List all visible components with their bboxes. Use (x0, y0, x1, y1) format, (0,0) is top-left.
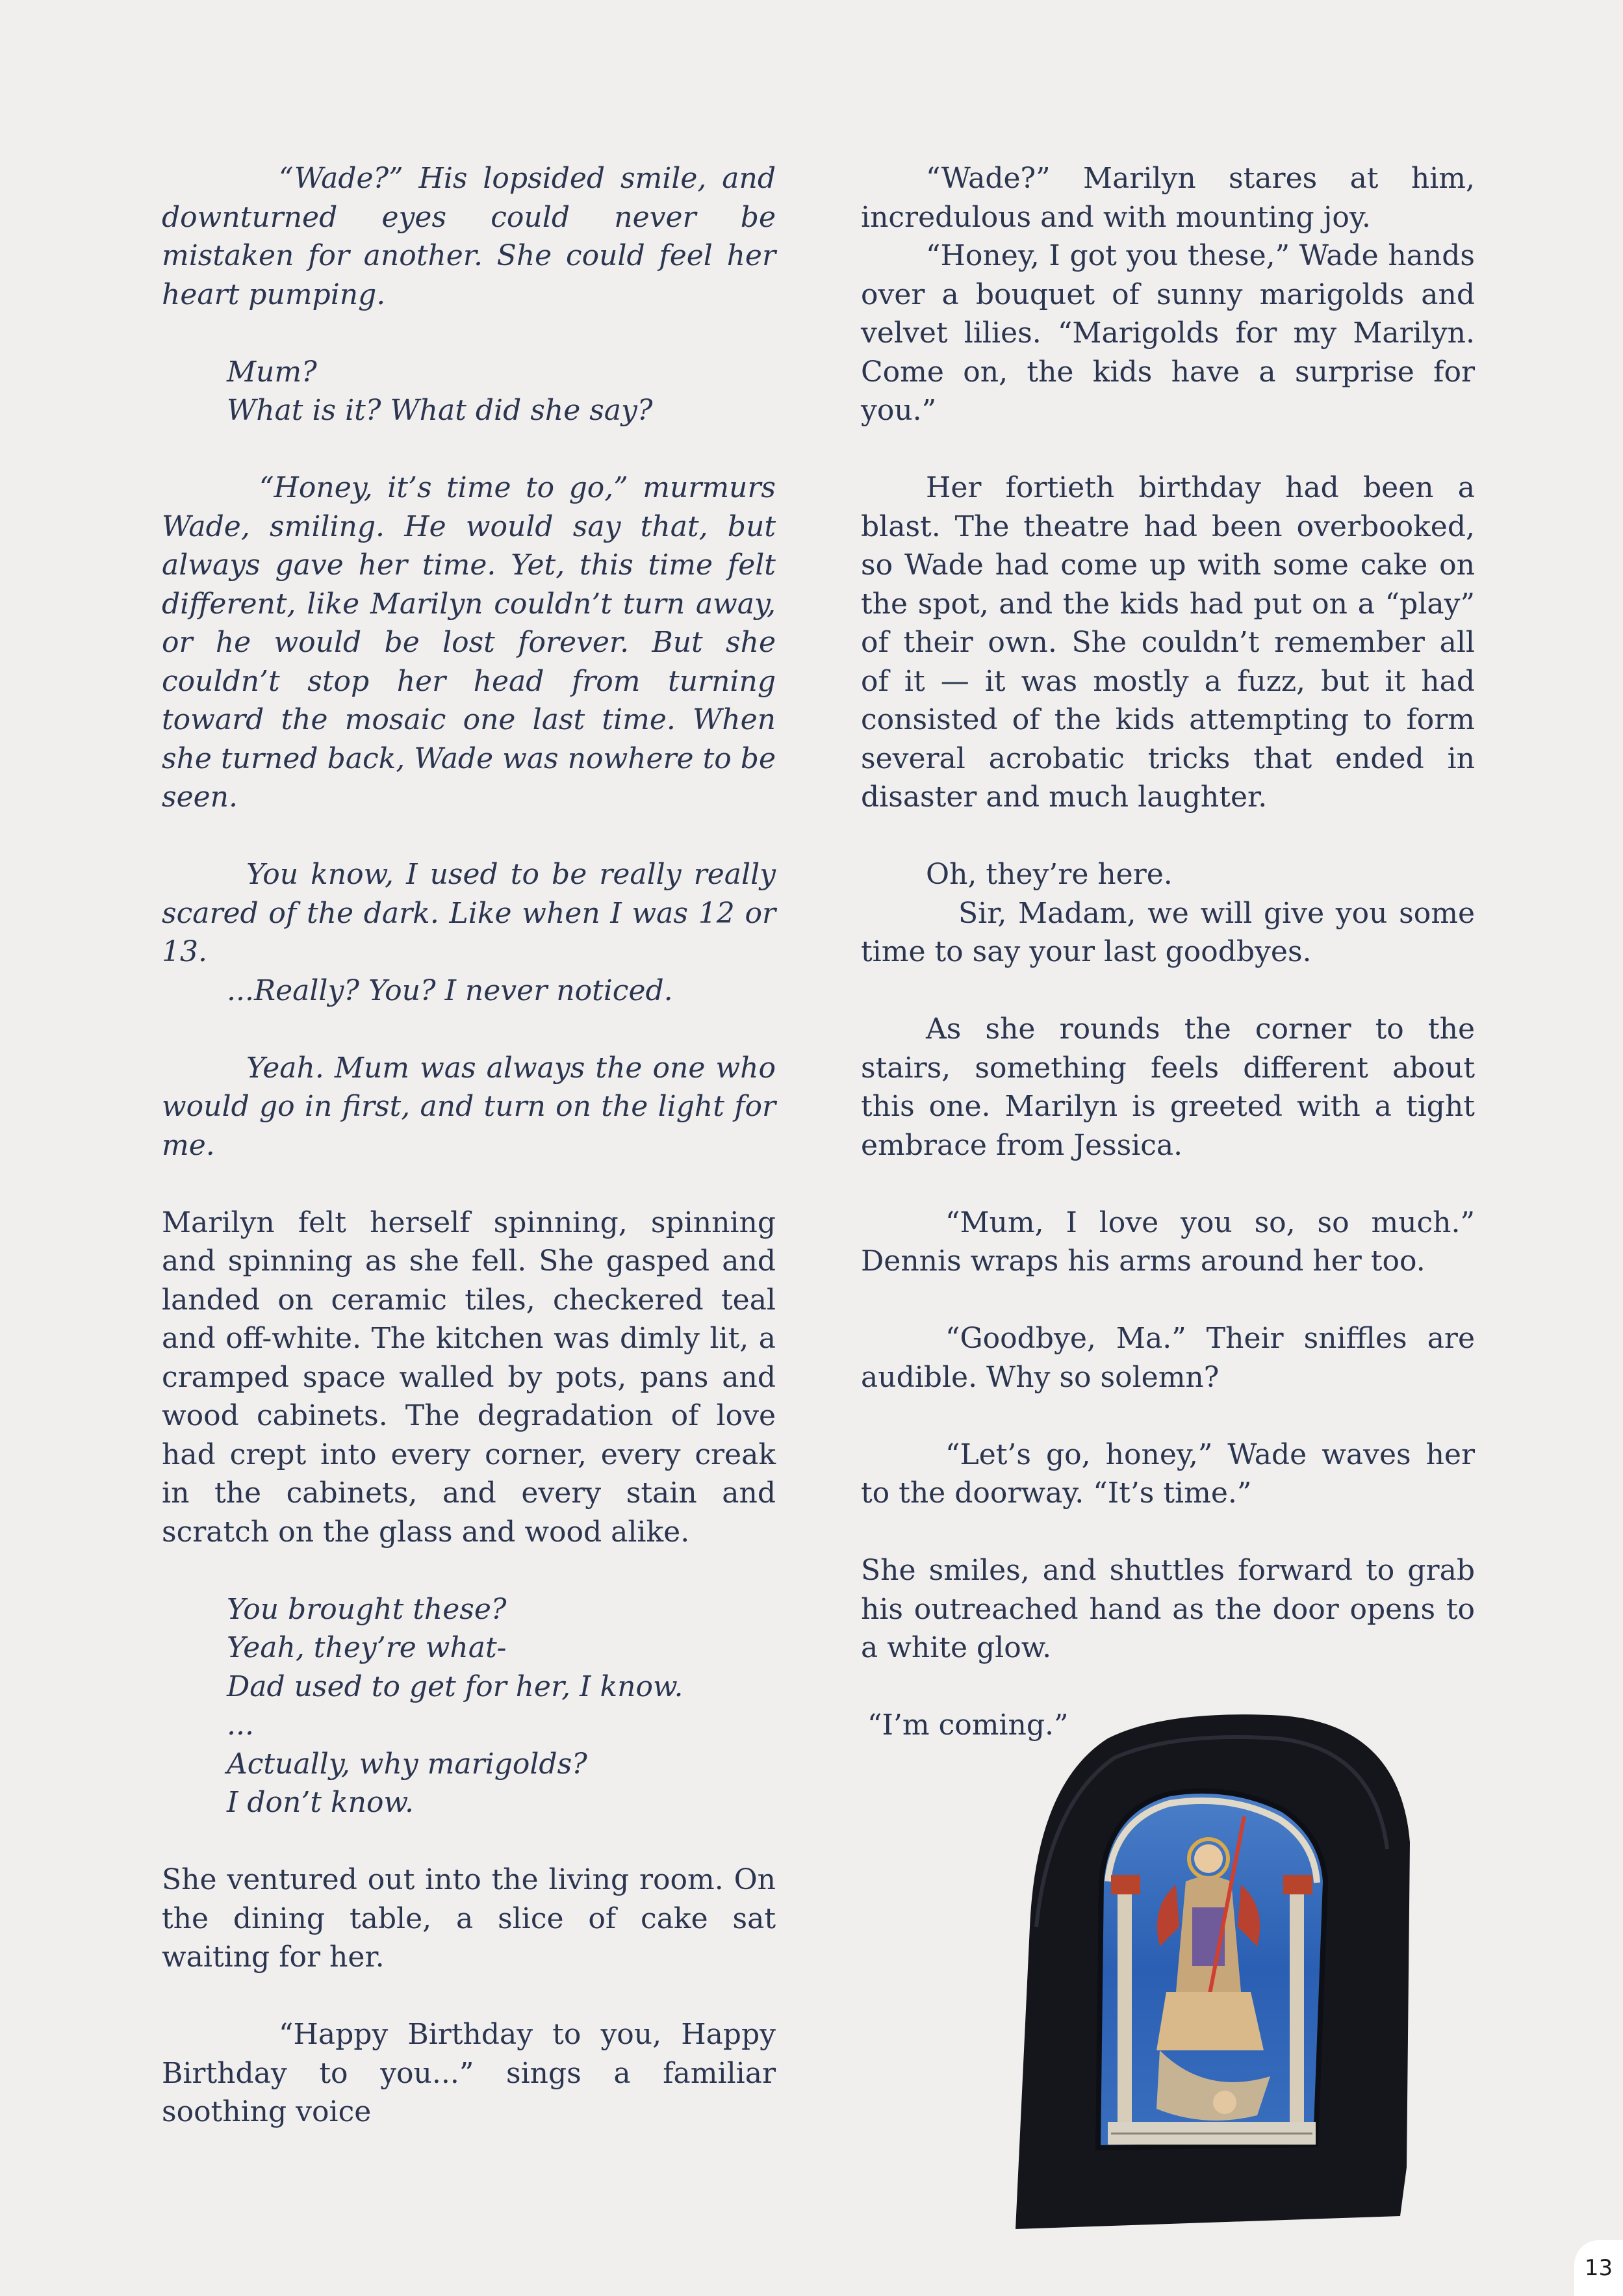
paragraph: Sir, Madam, we will give you some time to say your last goodbyes. (861, 896, 1475, 968)
paragraph: “Happy Birthday to you, Happy Birthday to you...” sings a familiar soothing voice (162, 2018, 776, 2128)
paragraph: “Honey, it’s time to go,” murmurs Wade, smiling. He would say that, but always gave her time. Yet, this time felt different, like Marilyn couldn’t turn away, or he would be lost forever. But she couldn’t stop her head from turning toward the mosaic one last time. When she turned back, Wade was nowhere to be seen. (162, 471, 776, 814)
dialogue-line: What is it? What did she say? (227, 394, 653, 427)
paragraph: “Honey, I got you these,” Wade hands over a bouquet of sunny marigolds and velvet lilies. “Marigolds for my Marilyn. Come on, the kids have a surprise for you.” (861, 239, 1475, 427)
paragraph: She ventured out into the living room. On the dining table, a slice of cake sat waiting for her. (162, 1863, 776, 1974)
paragraph: “Goodbye, Ma.” Their sniffles are audible. Why so solemn? (861, 1322, 1475, 1394)
dialogue-line: Mum? (227, 355, 317, 389)
dialogue-line: Oh, they’re here. (926, 858, 1173, 891)
paragraph: “I’m coming.” (867, 1709, 1069, 1742)
dialogue-line: You brought these? (227, 1592, 507, 1626)
page-number: 13 (1574, 2240, 1623, 2296)
dialogue-line: Yeah, they’re what- (227, 1631, 507, 1664)
dialogue-line: Dad used to get for her, I know. (227, 1670, 684, 1703)
paragraph: She smiles, and shuttles forward to grab his outreached hand as the door opens to a white glow. (861, 1554, 1475, 1664)
paragraph: “Mum, I love you so, so much.” Dennis wraps his arms around her too. (861, 1206, 1475, 1278)
paragraph: “Wade?” Marilyn stares at him, incredulous and with mounting joy. (861, 162, 1475, 234)
dialogue-line: Actually, why marigolds? (227, 1747, 587, 1781)
stained-glass-window-image (1010, 1712, 1420, 2239)
paragraph: You know, I used to be really really scared of the dark. Like when I was 12 or 13. (162, 858, 776, 968)
paragraph: Marilyn felt herself spinning, spinning and spinning as she fell. She gasped and landed on ceramic tiles, checkered teal and off-white. The kitchen was dimly lit, a cramped space walled by pots, pans and wood cabinets. The degradation of love had crept into every corner, every creak in the cabinets, and every stain and scratch on the glass and wood alike. (162, 1206, 776, 1549)
paragraph: “Let’s go, honey,” Wade waves her to the doorway. “It’s time.” (861, 1438, 1475, 1510)
dialogue-line: ... (227, 1709, 254, 1742)
dialogue-line: I don’t know. (227, 1786, 414, 1819)
right-column (861, 159, 1475, 1745)
paragraph: Her fortieth birthday had been a blast. The theatre had been overbooked, so Wade had come up with some cake on the spot, and the kids had put on a “play” of their own. She couldn’t remember all of it — it was mostly a fuzz, but it had consisted of the kids attempting to form several acrobatic tricks that ended in disaster and much laughter. (861, 471, 1475, 814)
paragraph: As she rounds the corner to the stairs, something feels different about this one. Marilyn is greeted with a tight embrace from Jessica. (861, 1013, 1475, 1162)
dialogue-line: ...Really? You? I never noticed. (227, 974, 673, 1007)
paragraph: “Wade?” His lopsided smile, and downturned eyes could never be mistaken for another. She could feel her heart pumping. (162, 162, 776, 311)
left-column (162, 159, 776, 2132)
paragraph: Yeah. Mum was always the one who would go in first, and turn on the light for me. (162, 1051, 776, 1162)
